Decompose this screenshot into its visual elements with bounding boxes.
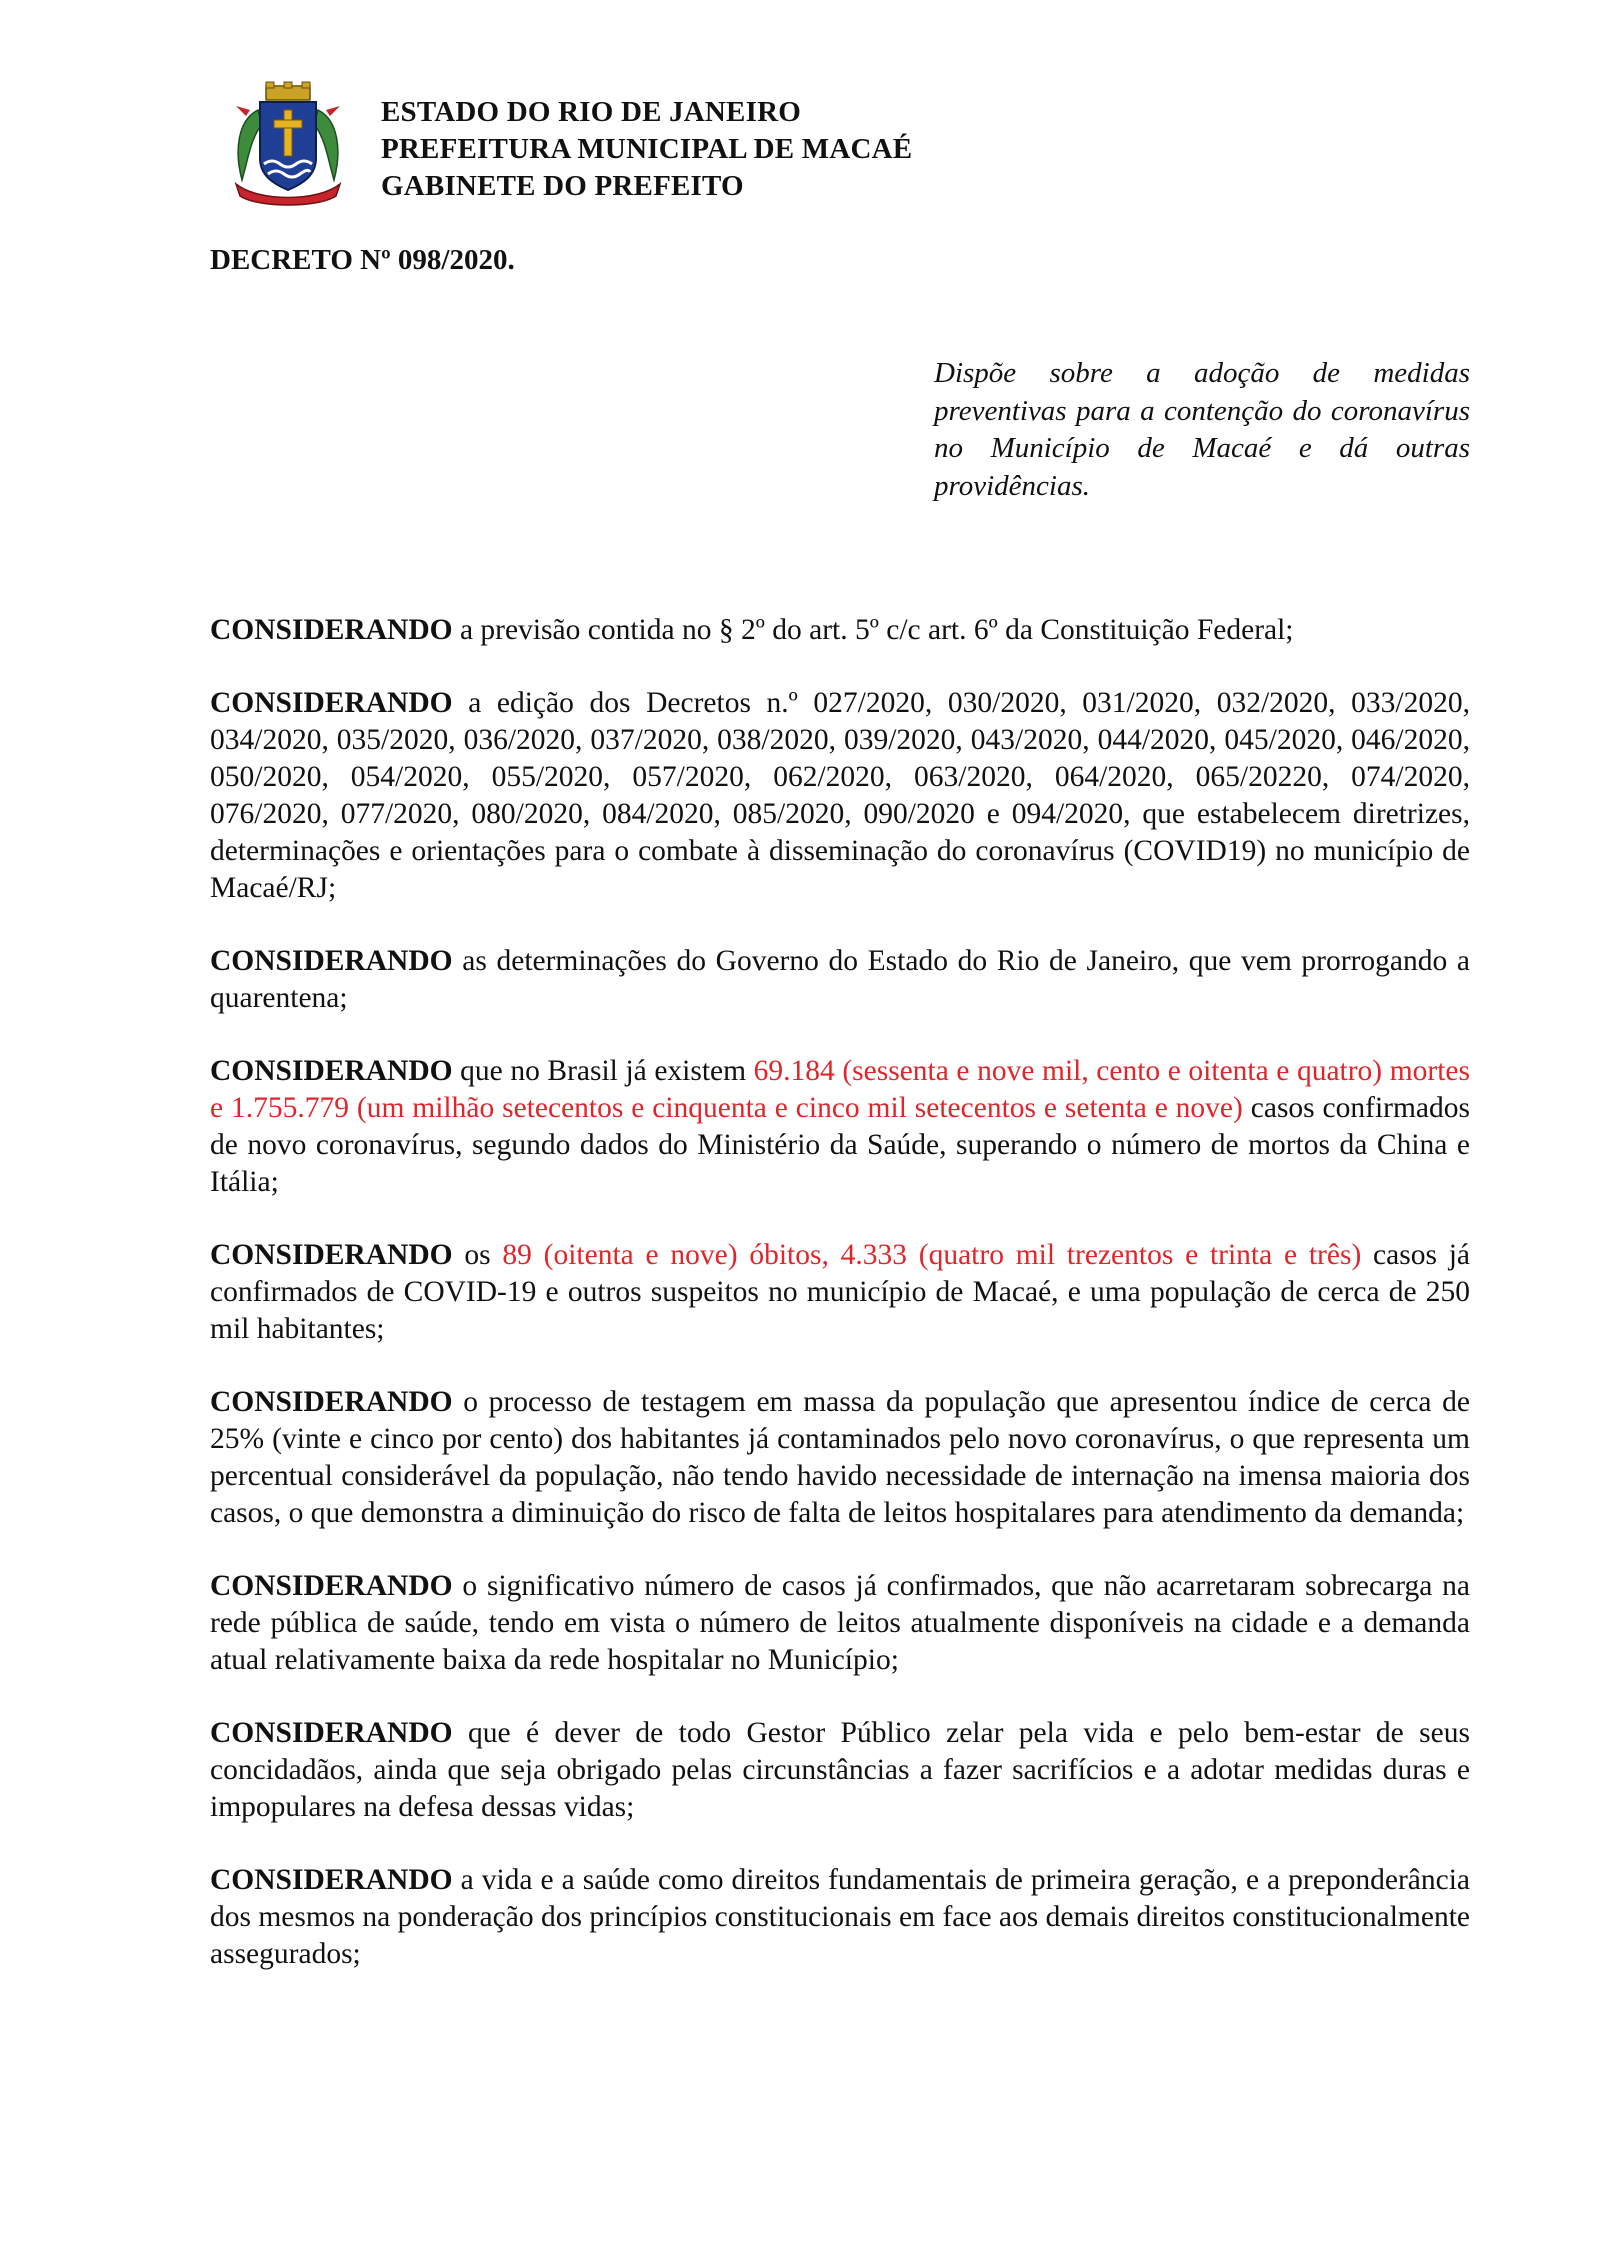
considering-paragraph-4 xyxy=(210,1053,1470,1201)
paragraph-text: a edição dos Decretos n.º 027/2020, 030/2020, 031/2020, 032/2020, 033/2020, 034/2020, 035/2020, 036/2020, 037/2020, 038/2020, 039/2020, 043/2020, 044/2020, 045/2020, 046/2020, 050/2020, 054/2020, 055/2020, 057/2020, 062/2020, 063/2020, 064/2020, 065/20220, 074/2020, 076/2020, 077/2020, 080/2020, 084/2020, 085/2020, 090/2020 e 094/2020, que estabelecem diretrizes, determinações e orientações para o combate à disseminação do coronavírus (COVID19) no município de Macaé/RJ; xyxy=(210,687,1470,904)
paragraph-text: o significativo número de casos já confirmados, que não acarretaram sobrecarga na rede pública de saúde, tendo em vista o número de leitos atualmente disponíveis na cidade e a demanda atual relativamente baixa da rede hospitalar no Município; xyxy=(210,1570,1470,1676)
considering-keyword: CONSIDERANDO xyxy=(210,614,453,646)
paragraph-text: a vida e a saúde como direitos fundamentais de primeira geração, e a preponderância dos mesmos na ponderação dos princípios constitucionais em face aos demais direitos constitucionalmente assegurados; xyxy=(210,1864,1470,1970)
paragraph-text: que no Brasil já existem xyxy=(452,1055,754,1087)
letterhead xyxy=(381,94,912,205)
considering-keyword: CONSIDERANDO xyxy=(210,1055,453,1087)
considering-paragraph-7 xyxy=(210,1568,1470,1679)
considering-paragraph-9 xyxy=(210,1862,1470,1973)
decree-body xyxy=(210,612,1470,2009)
paragraph-text: casos confirmados de novo coronavírus, segundo dados do Ministério da Saúde, superando o número de mortos da China e Itália; xyxy=(210,1092,1471,1198)
considering-keyword: CONSIDERANDO xyxy=(210,1570,453,1602)
considering-paragraph-5 xyxy=(210,1237,1470,1348)
paragraph-text: o processo de testagem em massa da população que apresentou índice de cerca de 25% (vinte e cinco por cento) dos habitantes já contaminados pelo novo coronavírus, o que representa um percentual considerável da população, não tendo havido necessidade de internação na imensa maioria dos casos, o que demonstra a diminuição do risco de falta de leitos hospitalares para atendimento da demanda; xyxy=(210,1386,1470,1529)
coat-of-arms-icon xyxy=(228,80,348,210)
considering-paragraph-6 xyxy=(210,1384,1470,1532)
paragraph-text: que é dever de todo Gestor Público zelar pela vida e pelo bem-estar de seus concidadãos, ainda que seja obrigado pelas circunstâncias a fazer sacrifícios e a adotar medidas duras e impopulares na defesa dessas vidas; xyxy=(210,1717,1470,1823)
considering-keyword: CONSIDERANDO xyxy=(210,1239,453,1271)
highlighted-statistic: 89 (oitenta e nove) óbitos, 4.333 (quatro mil trezentos e trinta e três) xyxy=(502,1239,1362,1271)
considering-keyword: CONSIDERANDO xyxy=(210,945,453,977)
letterhead-office: GABINETE DO PREFEITO xyxy=(381,170,744,202)
considering-paragraph-3 xyxy=(210,943,1470,1017)
considering-keyword: CONSIDERANDO xyxy=(210,687,453,719)
decree-number: DECRETO Nº 098/2020. xyxy=(210,244,515,276)
considering-keyword: CONSIDERANDO xyxy=(210,1386,453,1418)
letterhead-state: ESTADO DO RIO DE JANEIRO xyxy=(381,96,801,128)
letterhead-municipality: PREFEITURA MUNICIPAL DE MACAÉ xyxy=(381,133,913,165)
highlighted-statistic: 69.184 (sessenta e nove mil, cento e oitenta e quatro) mortes e 1.755.779 (um milhão setecentos e cinquenta e cinco mil setecentos e setenta e nove) xyxy=(210,1055,1470,1124)
considering-keyword: CONSIDERANDO xyxy=(210,1864,453,1896)
considering-keyword: CONSIDERANDO xyxy=(210,1717,453,1749)
considering-paragraph-2 xyxy=(210,685,1470,907)
paragraph-text: a previsão contida no § 2º do art. 5º c/c art. 6º da Constituição Federal; xyxy=(452,614,1294,646)
considering-paragraph-8 xyxy=(210,1715,1470,1826)
considering-paragraph-1 xyxy=(210,612,1470,649)
decree-summary: Dispõe sobre a adoção de medidas preventivas para a contenção do coronavírus no Município de Macaé e dá outras providências. xyxy=(934,357,1470,502)
paragraph-text: as determinações do Governo do Estado do Rio de Janeiro, que vem prorrogando a quarentena; xyxy=(210,945,1470,1014)
paragraph-text: os xyxy=(452,1239,503,1271)
paragraph-text: casos já confirmados de COVID-19 e outros suspeitos no município de Macaé, e uma população de cerca de 250 mil habitantes; xyxy=(210,1239,1471,1345)
